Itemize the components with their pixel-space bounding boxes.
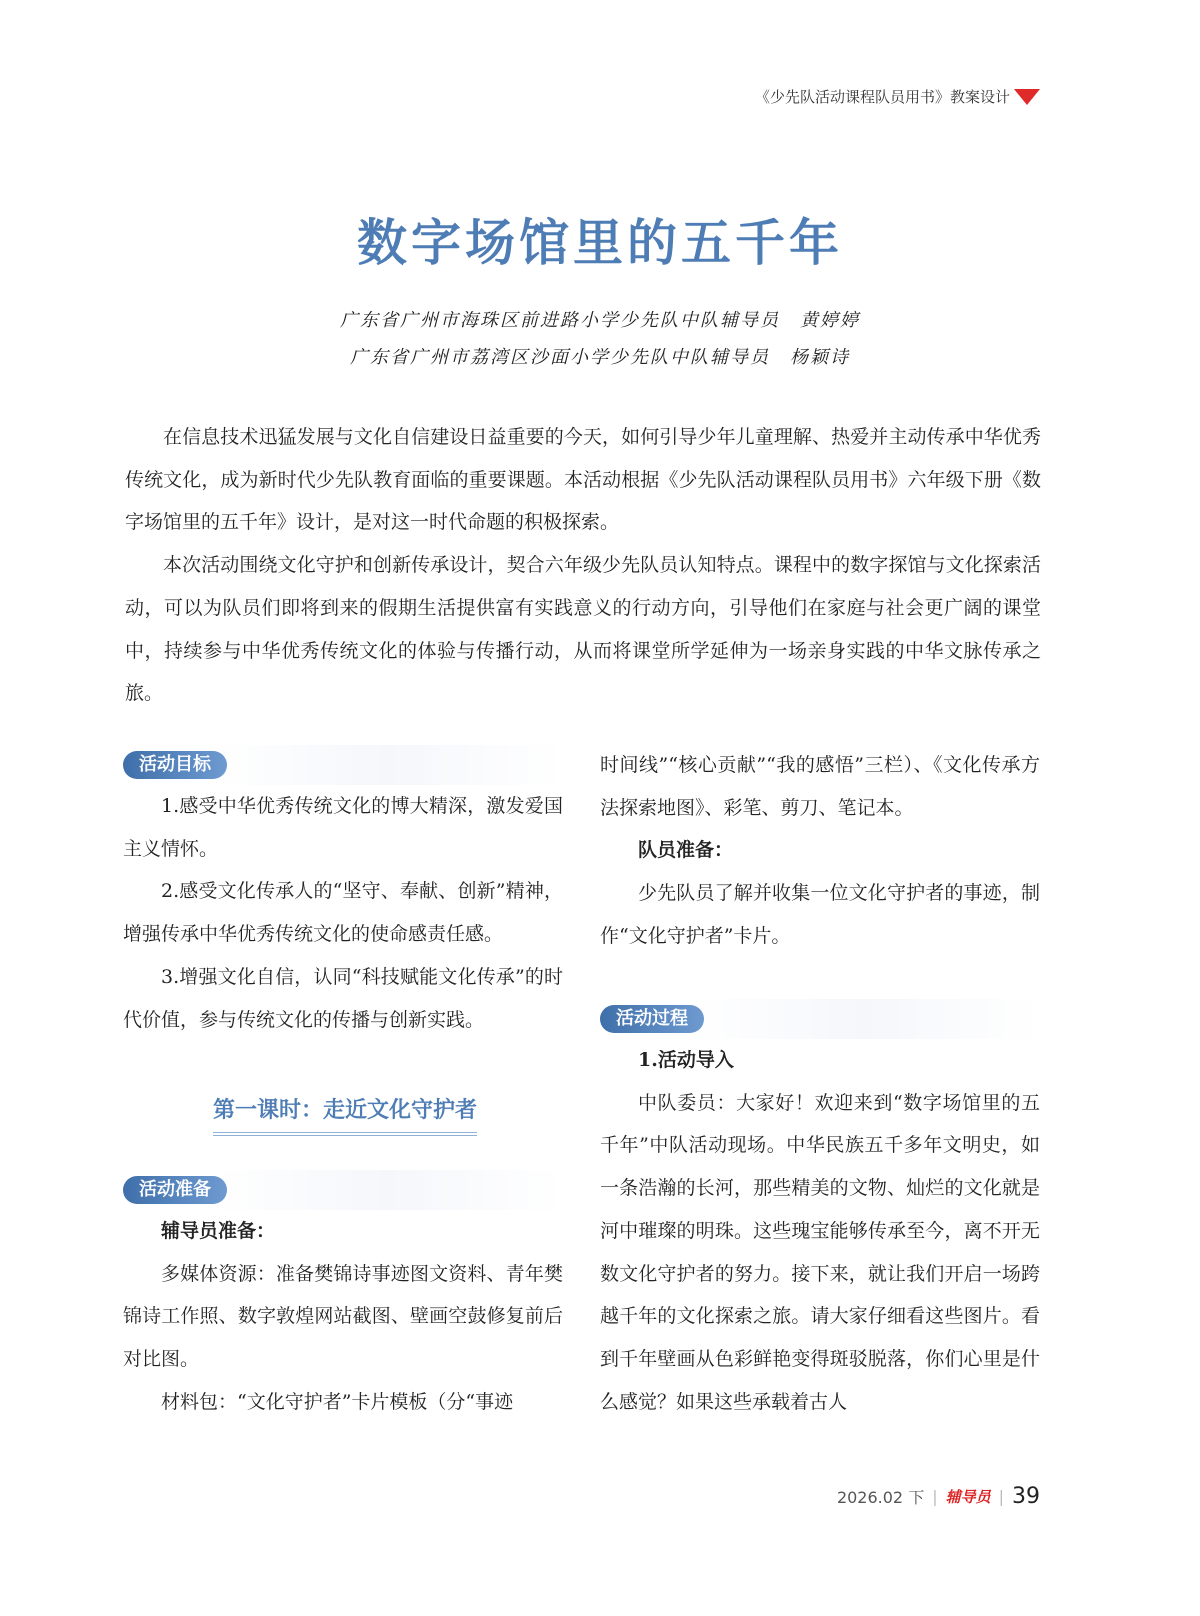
- magazine-logo: 辅导员: [945, 1488, 991, 1506]
- page-number: 39: [1012, 1484, 1040, 1509]
- divider: |: [998, 1487, 1004, 1506]
- intro-paragraph: 在信息技术迅猛发展与文化自信建设日益重要的今天，如何引导少年儿童理解、热爱并主动传承中华优秀传统文化，成为新时代少先队教育面临的重要课题。本活动根据《少先队活动课程队员用书》六年级下册《数字场馆里的五千年》设计，是对这一时代命题的积极探索。: [125, 426, 1041, 534]
- process-text: 中队委员：大家好！欢迎来到“数字场馆里的五千年”中队活动现场。中华民族五千多年文明史，如一条浩瀚的长河，那些精美的文物、灿烂的文化就是河中璀璨的明珠。这些瑰宝能够传承至今，离不开无数文化守护者的努力。接下来，就让我们开启一场跨越千年的文化探索之旅。请大家仔细看这些图片。看到千年壁画从色彩鲜艳变得斑驳脱落，你们心里是什么感觉？如果这些承载着古人: [600, 1091, 1040, 1413]
- triangle-marker-icon: [1014, 89, 1040, 105]
- prep-continued: [600, 744, 1040, 958]
- running-header: 《少先队活动课程队员用书》教案设计: [754, 88, 1010, 106]
- author-line: 广东省广州市荔湾区沙面小学少先队中队辅导员 杨颖诗: [350, 347, 850, 368]
- member-prep-text: 少先队员了解并收集一位文化守护者的事迹，制作“文化守护者”卡片。: [600, 882, 1040, 947]
- prep-item: 多媒体资源：准备樊锦诗事迹图文资料、青年樊锦诗工作照、数字敦煌网站截图、壁画空鼓修复前后对比图。: [123, 1262, 563, 1371]
- prep-section: [123, 1170, 563, 1424]
- step-title: 1.活动导入: [638, 1049, 734, 1071]
- goals-section: [123, 745, 563, 1041]
- prep-badge: 活动准备: [123, 1176, 227, 1204]
- goal-item: 2.感受文化传承人的“坚守、奉献、创新”精神，增强传承中华优秀传统文化的使命感责任感。: [123, 880, 563, 946]
- intro-paragraph: 本次活动围绕文化守护和创新传承设计，契合六年级少先队员认知特点。课程中的数字探馆与文化探索活动，可以为队员们即将到来的假期生活提供富有实践意义的行动方向，引导他们在家庭与社会更广阔的课堂中，持续参与中华优秀传统文化的体验与传播行动，从而将课堂所学延伸为一场亲身实践的中华文脉传承之旅。: [125, 554, 1041, 705]
- author-line: 广东省广州市海珠区前进路小学少先队中队辅导员 黄婷婷: [340, 310, 860, 331]
- process-section: [600, 999, 1040, 1423]
- lesson-heading: [125, 1093, 565, 1136]
- divider: |: [932, 1487, 938, 1506]
- page-title: 数字场馆里的五千年: [357, 214, 843, 272]
- goal-item: 3.增强文化自信，认同“科技赋能文化传承”的时代价值，参与传统文化的传播与创新实践。: [123, 965, 563, 1031]
- goal-item: 1.感受中华优秀传统文化的博大精深，激发爱国主义情怀。: [123, 795, 563, 860]
- prep-item-continued: 时间线”“核心贡献”“我的感悟”三栏）、《文化传承方法探索地图》、彩笔、剪刀、笔记本。: [600, 754, 1040, 819]
- page-footer: [837, 1484, 1040, 1509]
- prep-item: 材料包：“文化守护者”卡片模板（分“事迹: [161, 1390, 514, 1413]
- member-prep-title: 队员准备：: [638, 839, 734, 862]
- lesson-heading-text: 第一课时：走近文化守护者: [213, 1093, 477, 1136]
- intro-section: [125, 416, 1041, 715]
- process-badge: 活动过程: [600, 1005, 704, 1033]
- issue-label: 2026.02 下: [836, 1488, 925, 1507]
- counselor-prep-title: 辅导员准备：: [161, 1220, 276, 1242]
- goals-badge: 活动目标: [123, 751, 227, 779]
